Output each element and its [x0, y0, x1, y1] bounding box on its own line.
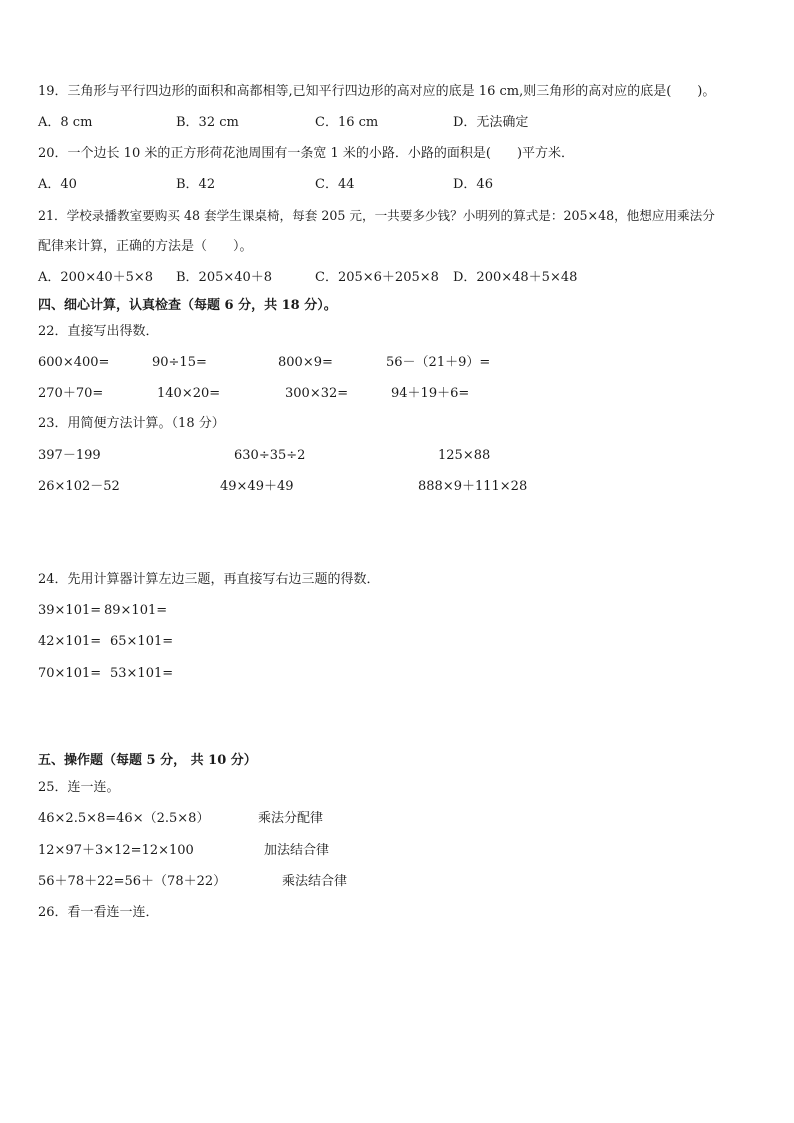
q24-expr: 42×101= — [38, 634, 102, 649]
q24-expr: 89×101= — [104, 603, 168, 618]
q24-expr: 53×101= — [110, 666, 174, 681]
q21-option-d: D．200×48＋5×48 — [453, 270, 578, 285]
q25-left-item: 46×2.5×8=46×（2.5×8） — [38, 811, 210, 826]
q20-option-c: C．44 — [315, 177, 355, 192]
q22-stem: 22．直接写出得数． — [38, 324, 159, 339]
q24-expr: 65×101= — [110, 634, 174, 649]
q21-option-b: B．205×40＋8 — [176, 270, 273, 285]
q20-stem: 20．一个边长 10 米的正方形荷花池周围有一条宽 1 米的小路．小路的面积是( )平方米． — [38, 146, 575, 161]
q25-right-item: 加法结合律 — [264, 843, 330, 858]
q22-expr: 56－（21＋9）= — [386, 355, 491, 370]
q20-option-d: D．46 — [453, 177, 493, 192]
section-4-heading: 四、细心计算，认真检查（每题 6 分，共 18 分）。 — [38, 298, 337, 313]
q26-stem: 26．看一看连一连． — [38, 905, 159, 920]
q25-right-item: 乘法结合律 — [282, 874, 348, 889]
q22-expr: 300×32= — [285, 386, 349, 401]
q25-stem: 25．连一连。 — [38, 780, 120, 795]
q22-expr: 270＋70= — [38, 386, 104, 401]
q19-option-b: B．32 cm — [176, 115, 239, 130]
q22-expr: 140×20= — [157, 386, 221, 401]
q23-expr: 397－199 — [38, 448, 101, 463]
q21-option-a: A．200×40＋5×8 — [38, 270, 154, 285]
q21-stem-line2: 配律来计算，正确的方法是（ ）。 — [38, 239, 253, 254]
q19-option-c: C．16 cm — [315, 115, 379, 130]
q23-expr: 125×88 — [438, 448, 491, 463]
q24-expr: 70×101= — [38, 666, 102, 681]
q23-stem: 23．用简便方法计算。（18 分） — [38, 416, 225, 431]
q23-expr: 888×9＋111×28 — [418, 479, 528, 494]
q25-left-item: 12×97＋3×12=12×100 — [38, 843, 194, 858]
q25-right-item: 乘法分配律 — [258, 811, 324, 826]
q19-option-a: A．8 cm — [38, 115, 93, 130]
q19-stem: 19．三角形与平行四边形的面积和高都相等,已知平行四边形的高对应的底是 16 cm,则三角形的高对应的底是( )。 — [38, 84, 716, 99]
q25-left-item: 56＋78＋22=56＋（78＋22） — [38, 874, 227, 889]
q23-expr: 49×49＋49 — [220, 479, 294, 494]
q24-expr: 39×101= — [38, 603, 102, 618]
q20-option-a: A．40 — [38, 177, 77, 192]
q21-stem-line1: 21．学校录播教室要购买 48 套学生课桌椅，每套 205 元，一共要多少钱？小明列的算式是：205×48，他想应用乘法分 — [38, 208, 715, 223]
q22-expr: 90÷15= — [152, 355, 207, 370]
q22-expr: 800×9= — [278, 355, 333, 370]
q24-stem: 24．先用计算器计算左边三题，再直接写右边三题的得数． — [38, 572, 380, 587]
q23-expr: 26×102－52 — [38, 479, 120, 494]
q23-expr: 630÷35÷2 — [234, 448, 306, 463]
section-5-heading: 五、操作题（每题 5 分， 共 10 分） — [38, 753, 257, 768]
q22-expr: 94＋19＋6= — [391, 386, 470, 401]
q19-option-d: D．无法确定 — [453, 115, 529, 130]
q20-option-b: B．42 — [176, 177, 216, 192]
q21-option-c: C．205×6＋205×8 — [315, 270, 439, 285]
q22-expr: 600×400= — [38, 355, 110, 370]
